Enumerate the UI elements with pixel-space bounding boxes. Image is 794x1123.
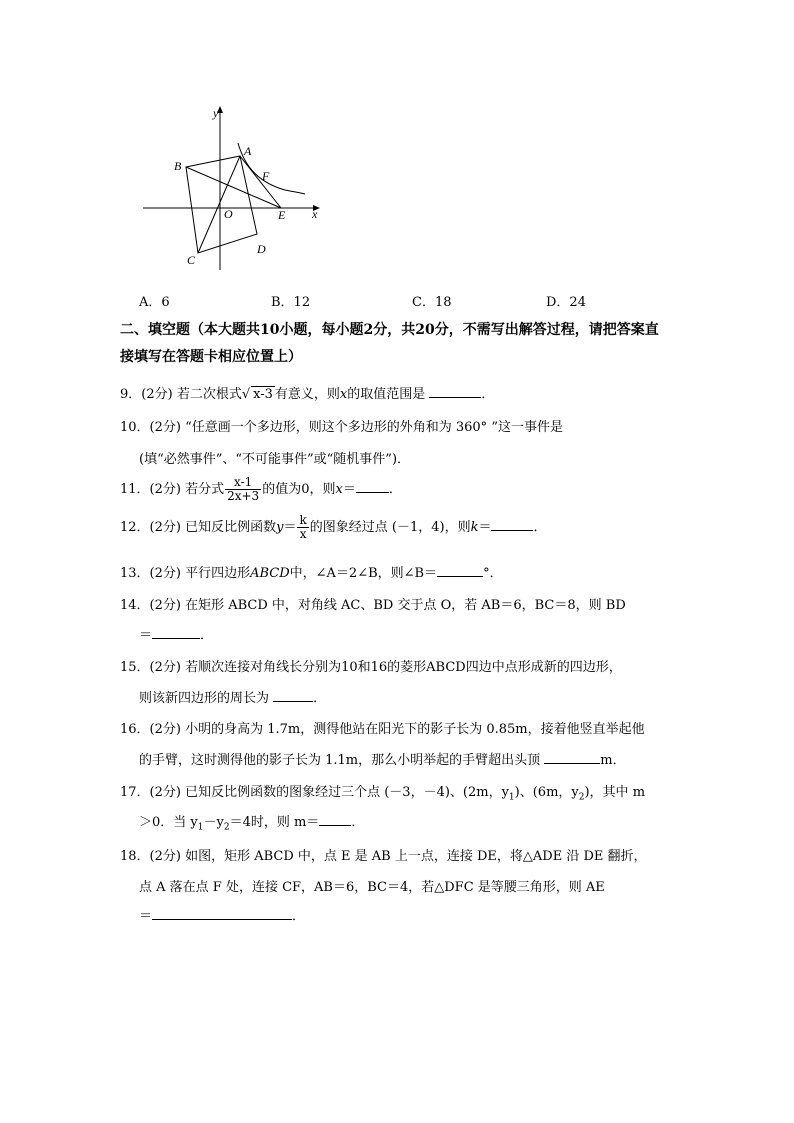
q12-end: ．: [533, 520, 547, 535]
question-16-line2: [139, 749, 679, 768]
q12-fraction: [297, 514, 308, 541]
question-18-line1: 18．(2分) 如图，矩形 ABCD 中，点 E 是 AB 上一点，连接 DE，将△ADE 沿 DE 翻折，: [120, 849, 647, 864]
choice-b: B．12: [271, 295, 311, 310]
q9-answer-blank[interactable]: [429, 385, 481, 398]
section-title: [120, 317, 680, 371]
q12-eq2: ＝: [478, 520, 492, 535]
q12-prefix: 12．(2分) 已知反比例函数: [120, 520, 277, 535]
q17-line2-sub1: 1: [197, 822, 204, 833]
q15-end: ．: [313, 691, 327, 706]
rectangle-badc: [186, 156, 257, 253]
q14-end: ．: [200, 628, 214, 643]
q11-fraction: [225, 476, 261, 503]
q12-func: y: [276, 520, 284, 535]
question-17-line2: [139, 811, 679, 833]
label-x: x: [312, 207, 318, 221]
q12-answer-blank[interactable]: [491, 518, 533, 531]
question-12: [120, 514, 680, 541]
question-17-line1: [120, 781, 680, 803]
q12-eq1: ＝: [283, 520, 297, 535]
q12-numerator: k: [299, 513, 307, 527]
q15-answer-blank[interactable]: [273, 689, 313, 702]
choice-row: [0, 291, 794, 309]
q11-answer-blank[interactable]: [356, 480, 389, 493]
question-18-line3: [139, 905, 679, 924]
question-14-line1: 14．(2分) 在矩形 ABCD 中，对角线 AC、BD 交于点 O，若 AB＝6，BC＝8，则 BD: [120, 598, 626, 613]
q13-answer-blank[interactable]: [437, 564, 483, 577]
q17-line2-a: ＞0．当 y: [139, 815, 198, 830]
label-a: A: [244, 144, 252, 158]
question-10-line1: 10．(2分) “任意画一个多边形，则这个多边形的外角和为 360° ”这一事件是: [120, 420, 563, 435]
question-11: [120, 476, 680, 503]
q13-shape-name: ABCD: [250, 566, 290, 581]
q12-var: k: [470, 520, 479, 535]
sqrt-icon: √: [241, 387, 251, 402]
question-9: [120, 383, 680, 402]
section-title-line1: 二、填空题（本大题共10小题，每小题2分，共20分，不需写出解答过程，请把答案直: [120, 322, 659, 338]
q9-end: ．: [481, 387, 495, 402]
q17-text-a: 17．(2分) 已知反比例函数的图象经过三个点 (－3，－4)、(2m，y: [120, 785, 509, 800]
q11-prefix: 11．(2分) 若分式: [120, 482, 225, 497]
line-a-c: [198, 156, 240, 253]
label-d: D: [257, 242, 266, 256]
q11-numerator: x-1: [225, 476, 261, 490]
label-c: C: [187, 253, 196, 267]
q17-text-c: )，其中 m: [584, 785, 646, 800]
q17-answer-blank[interactable]: [319, 813, 351, 826]
q17-text-b: )、(6m，y: [514, 785, 579, 800]
q11-denominator: 2x+3: [227, 489, 260, 503]
question-16-line1: 16．(2分) 小明的身高为 1.7m，测得他站在阳光下的影子长为 0.85m，接着他竖直举起他: [120, 722, 645, 737]
q14-answer-blank[interactable]: [152, 626, 200, 639]
label-o: O: [224, 207, 233, 221]
q17-line2-sub2: 2: [223, 822, 230, 833]
q11-end: ．: [388, 482, 402, 497]
q16-text: 的手臂，这时测得他的影子长为 1.1m，那么小明举起的手臂超出头顶: [139, 753, 541, 768]
label-f: F: [262, 169, 270, 183]
question-14-line2: [139, 624, 679, 643]
q18-answer-blank[interactable]: [152, 907, 292, 920]
q11-var: x: [335, 482, 343, 497]
label-y: y: [213, 106, 219, 120]
q12-denominator: x: [299, 527, 307, 541]
q17-sub1: 1: [508, 792, 515, 803]
choice-c: C．18: [412, 295, 452, 310]
q13-prefix: 13．(2分) 平行四边形: [120, 566, 251, 581]
geometry-figure: [135, 98, 335, 278]
q17-line2-c: ＝4时，则 m＝: [229, 815, 320, 830]
q11-middle: 的值为0，则: [262, 482, 336, 497]
q17-end: ．: [351, 815, 365, 830]
q17-line2-b: －y: [203, 815, 224, 830]
question-10-line2: (填“必然事件”、“不可能事件”或“随机事件”)．: [139, 452, 411, 467]
q17-sub2: 2: [578, 792, 585, 803]
q9-radicand: x-3: [253, 387, 273, 402]
q18-end: ．: [292, 909, 306, 924]
q16-unit: m．: [600, 753, 626, 768]
q12-middle: 的图象经过点 (－1，4)，则: [309, 520, 471, 535]
q16-answer-blank[interactable]: [544, 751, 600, 764]
q9-suffix: 的取值范围是: [347, 387, 426, 402]
section-title-line2: 接填写在答题卡相应位置上）: [120, 349, 302, 365]
q15-text: 则该新四边形的周长为: [139, 691, 270, 706]
label-b: B: [174, 159, 182, 173]
q13-end: °．: [483, 566, 503, 581]
question-13: [120, 562, 680, 581]
q9-middle: 有意义，则: [274, 387, 340, 402]
q14-eq: ＝: [139, 628, 153, 643]
q9-prefix: 9．(2分) 若二次根式: [120, 387, 242, 402]
q11-eq: ＝: [342, 482, 356, 497]
choice-d: D．24: [546, 295, 586, 310]
label-e: E: [278, 208, 286, 222]
question-18-line2: 点 A 落在点 F 处，连接 CF，AB＝6，BC＝4，若△DFC 是等腰三角形，则 AE: [139, 880, 605, 895]
q18-eq: ＝: [139, 909, 153, 924]
question-15-line1: 15．(2分) 若顺次连接对角线长分别为10和16的菱形ABCD四边中点形成新的四边形，: [120, 660, 622, 675]
q9-var: x: [339, 387, 348, 402]
choice-a: A．6: [139, 295, 170, 310]
question-15-line2: [139, 687, 679, 706]
q13-middle: 中，∠A＝2∠B，则∠B＝: [289, 566, 438, 581]
